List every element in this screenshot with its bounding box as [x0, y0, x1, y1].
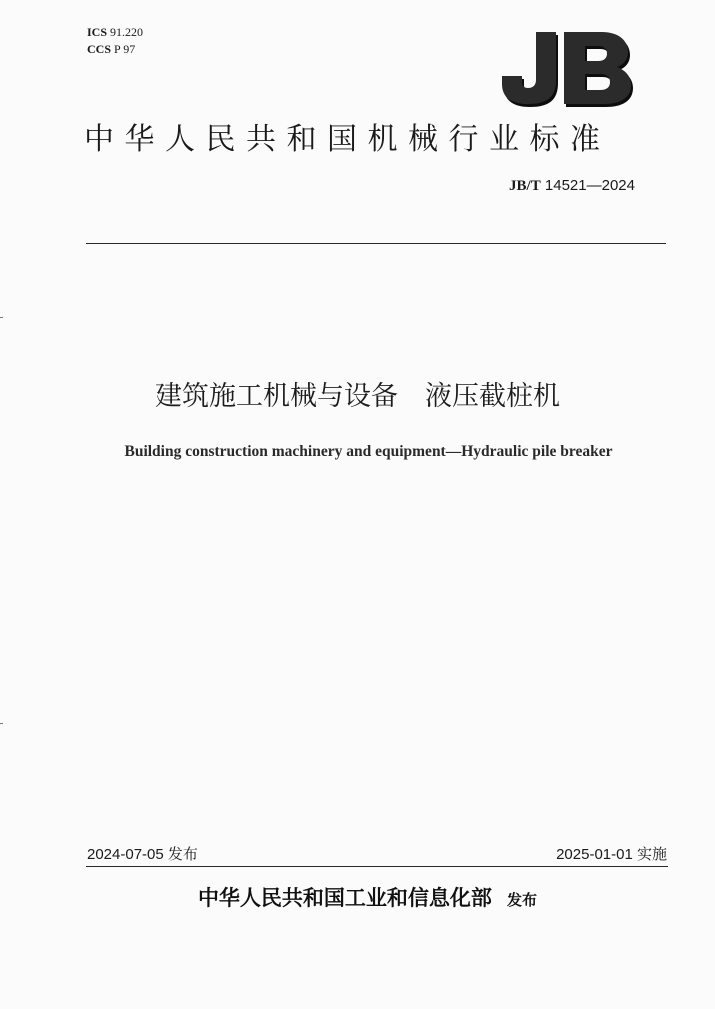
standard-number-value: 14521—2024	[544, 177, 635, 194]
document-title-english: Building construction machinery and equipment—Hydraulic pile breaker	[124, 443, 613, 460]
implementation-date	[556, 845, 667, 865]
issue-date-value: 2024-07-05	[87, 846, 164, 863]
bottom-divider	[86, 866, 668, 867]
ccs-code-value: P 97	[114, 42, 136, 56]
jb-logo-face	[502, 32, 631, 104]
scan-edge-mark	[0, 317, 3, 318]
publisher-suffix: 发布	[507, 891, 538, 909]
implementation-date-label: 实施	[636, 846, 667, 863]
ccs-code	[87, 41, 135, 57]
standard-number-prefix: JB/T	[509, 178, 541, 194]
issue-date-label: 发布	[167, 846, 198, 863]
ics-code-value: 91.220	[110, 25, 144, 39]
ics-code-prefix: ICS	[87, 25, 108, 39]
ccs-code-prefix: CCS	[87, 42, 112, 56]
implementation-date-value: 2025-01-01	[556, 846, 633, 863]
jb-logo	[498, 28, 634, 108]
standard-number	[509, 176, 635, 196]
ics-code	[87, 24, 143, 40]
publisher-name: 中华人民共和国工业和信息化部	[197, 886, 492, 910]
scan-edge-mark	[0, 723, 3, 724]
standard-organization-title: 中华人民共和国机械行业标准	[84, 122, 611, 157]
document-title-chinese: 建筑施工机械与设备 液压截桩机	[155, 381, 560, 412]
top-divider	[86, 243, 666, 244]
issue-date	[87, 845, 198, 865]
publisher-line	[0, 883, 715, 915]
